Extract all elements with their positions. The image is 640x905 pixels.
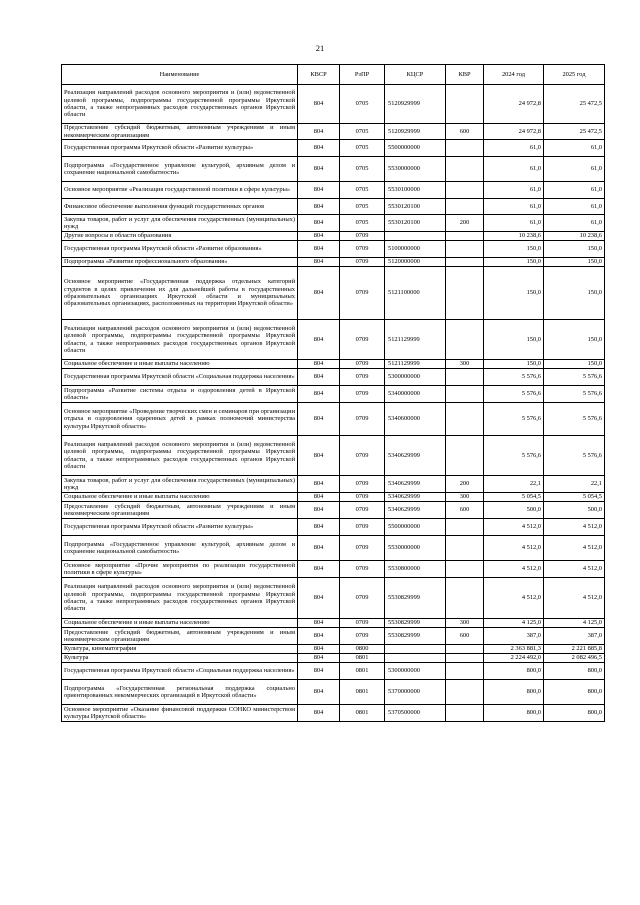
kcsr-cell: 5100000000 <box>385 241 446 258</box>
value-2025-cell: 4 512,0 <box>544 561 605 578</box>
table-row <box>62 403 605 436</box>
table-row <box>62 360 605 369</box>
value-2024-cell: 4 512,0 <box>484 561 544 578</box>
rzpr-cell: 0709 <box>340 619 385 628</box>
table-row <box>62 476 605 493</box>
kcsr-cell: 5530120100 <box>385 199 446 215</box>
kcsr-cell: 5340629999 <box>385 436 446 476</box>
kcsr-cell: 5340600000 <box>385 403 446 436</box>
rzpr-cell: 0709 <box>340 403 385 436</box>
value-2024-cell: 61,0 <box>484 199 544 215</box>
kvr-cell <box>446 680 484 705</box>
kvsr-cell: 804 <box>298 536 340 561</box>
value-2024-cell: 61,0 <box>484 215 544 232</box>
value-2024-cell: 22,1 <box>484 476 544 493</box>
rzpr-cell: 0705 <box>340 215 385 232</box>
kvr-cell: 600 <box>446 124 484 140</box>
kvr-cell <box>446 241 484 258</box>
value-2025-cell: 2 082 496,5 <box>544 654 605 663</box>
rzpr-cell: 0801 <box>340 705 385 722</box>
kcsr-cell: 5300000000 <box>385 369 446 386</box>
rzpr-cell: 0705 <box>340 85 385 124</box>
value-2024-cell: 2 363 881,3 <box>484 645 544 654</box>
value-2024-cell: 2 224 492,0 <box>484 654 544 663</box>
kvr-cell: 300 <box>446 360 484 369</box>
value-2025-cell: 500,0 <box>544 502 605 519</box>
value-2024-cell: 500,0 <box>484 502 544 519</box>
value-2025-cell: 25 472,5 <box>544 85 605 124</box>
kvsr-cell: 804 <box>298 232 340 241</box>
table-row <box>62 124 605 140</box>
name-cell: Подпрограмма «Государственное управление культурой, архивным делом и сохранение национальной самобытности» <box>62 536 298 561</box>
kvr-cell <box>446 663 484 680</box>
table-row <box>62 320 605 360</box>
kvr-cell <box>446 654 484 663</box>
name-cell: Государственная программа Иркутской области «Социальная поддержка населения» <box>62 369 298 386</box>
value-2025-cell: 150,0 <box>544 320 605 360</box>
table-row <box>62 705 605 722</box>
name-cell: Основное мероприятие «Оказание финансовой поддержки СОНКО министерством культуры Иркутской области» <box>62 705 298 722</box>
table-row <box>62 663 605 680</box>
kcsr-cell: 5370000000 <box>385 680 446 705</box>
rzpr-cell: 0709 <box>340 628 385 645</box>
rzpr-cell: 0800 <box>340 645 385 654</box>
kvsr-cell: 804 <box>298 320 340 360</box>
kvr-cell <box>446 157 484 182</box>
value-2024-cell: 800,0 <box>484 663 544 680</box>
rzpr-cell: 0705 <box>340 199 385 215</box>
kvr-cell <box>446 561 484 578</box>
value-2025-cell: 2 221 885,8 <box>544 645 605 654</box>
name-cell: Государственная программа Иркутской области «Развитие образования» <box>62 241 298 258</box>
kcsr-cell: 5530829999 <box>385 628 446 645</box>
name-cell: Предоставление субсидий бюджетным, автономным учреждениям и иным некоммерческим организациям <box>62 502 298 519</box>
value-2025-cell: 61,0 <box>544 157 605 182</box>
rzpr-cell: 0709 <box>340 502 385 519</box>
kcsr-cell: 5120929999 <box>385 85 446 124</box>
value-2025-cell: 4 512,0 <box>544 578 605 619</box>
value-2024-cell: 150,0 <box>484 258 544 267</box>
value-2025-cell: 150,0 <box>544 241 605 258</box>
name-cell: Предоставление субсидий бюджетным, автономным учреждениям и иным некоммерческим организациям <box>62 124 298 140</box>
value-2024-cell: 5 576,6 <box>484 369 544 386</box>
kvsr-cell: 804 <box>298 654 340 663</box>
table-row <box>62 561 605 578</box>
name-cell: Реализация направлений расходов основного мероприятия и (или) ведомственной целевой программы, подпрограммы государственной программы Иркутской области, а также непрограммных расходов государственных органов Иркутской области <box>62 578 298 619</box>
value-2024-cell: 5 576,6 <box>484 403 544 436</box>
name-cell: Государственная программа Иркутской области «Развитие культуры» <box>62 519 298 536</box>
kvsr-cell: 804 <box>298 403 340 436</box>
kcsr-cell: 5340629999 <box>385 476 446 493</box>
rzpr-cell: 0709 <box>340 561 385 578</box>
table-row <box>62 267 605 320</box>
table-row <box>62 436 605 476</box>
table-row <box>62 680 605 705</box>
kvr-cell <box>446 369 484 386</box>
value-2024-cell: 61,0 <box>484 157 544 182</box>
table-row <box>62 493 605 502</box>
name-cell: Основное мероприятие «Государственная поддержка отдельных категорий студентов в целях привлечения их для дальнейшей работы в государственных образовательных организациях Иркутской области и муниципальных образовательных организациях, расположенных на территории Иркутской области» <box>62 267 298 320</box>
kvsr-cell: 804 <box>298 493 340 502</box>
name-cell: Другие вопросы в области образования <box>62 232 298 241</box>
value-2024-cell: 61,0 <box>484 182 544 199</box>
value-2024-cell: 5 576,6 <box>484 386 544 403</box>
kvr-cell <box>446 258 484 267</box>
header-2025: 2025 год <box>544 65 605 85</box>
header-2024: 2024 год <box>484 65 544 85</box>
kvr-cell <box>446 182 484 199</box>
rzpr-cell: 0705 <box>340 124 385 140</box>
rzpr-cell: 0705 <box>340 182 385 199</box>
value-2025-cell: 150,0 <box>544 258 605 267</box>
table-row <box>62 182 605 199</box>
name-cell: Государственная программа Иркутской области «Социальная поддержка населения» <box>62 663 298 680</box>
rzpr-cell: 0709 <box>340 258 385 267</box>
value-2025-cell: 5 576,6 <box>544 403 605 436</box>
kvr-cell: 600 <box>446 628 484 645</box>
kvr-cell <box>446 578 484 619</box>
value-2025-cell: 22,1 <box>544 476 605 493</box>
kvr-cell <box>446 140 484 157</box>
kcsr-cell <box>385 654 446 663</box>
kvsr-cell: 804 <box>298 124 340 140</box>
kvr-cell <box>446 386 484 403</box>
value-2025-cell: 5 576,6 <box>544 386 605 403</box>
kcsr-cell: 5340000000 <box>385 386 446 403</box>
value-2024-cell: 5 576,6 <box>484 436 544 476</box>
kcsr-cell: 5530829999 <box>385 619 446 628</box>
header-kvsr: КВСР <box>298 65 340 85</box>
value-2024-cell: 24 972,8 <box>484 124 544 140</box>
kvsr-cell: 804 <box>298 199 340 215</box>
kvr-cell <box>446 705 484 722</box>
value-2025-cell: 5 054,5 <box>544 493 605 502</box>
value-2025-cell: 387,0 <box>544 628 605 645</box>
rzpr-cell: 0709 <box>340 493 385 502</box>
value-2025-cell: 61,0 <box>544 199 605 215</box>
name-cell: Реализация направлений расходов основного мероприятия и (или) ведомственной целевой программы, подпрограммы государственной программы Иркутской области, а также непрограммных расходов государственных органов Иркутской области <box>62 320 298 360</box>
value-2025-cell: 4 512,0 <box>544 519 605 536</box>
value-2024-cell: 4 512,0 <box>484 536 544 561</box>
value-2025-cell: 10 238,6 <box>544 232 605 241</box>
kvr-cell <box>446 232 484 241</box>
kvsr-cell: 804 <box>298 241 340 258</box>
kcsr-cell: 5340629999 <box>385 493 446 502</box>
table-row <box>62 215 605 232</box>
value-2024-cell: 800,0 <box>484 705 544 722</box>
kcsr-cell: 5530100000 <box>385 182 446 199</box>
kvr-cell: 200 <box>446 476 484 493</box>
name-cell: Подпрограмма «Развитие системы отдыха и оздоровления детей в Иркутской области» <box>62 386 298 403</box>
table-row <box>62 645 605 654</box>
table-row <box>62 619 605 628</box>
table-row <box>62 232 605 241</box>
table-row <box>62 578 605 619</box>
value-2025-cell: 4 512,0 <box>544 536 605 561</box>
value-2025-cell: 61,0 <box>544 215 605 232</box>
value-2025-cell: 5 576,6 <box>544 369 605 386</box>
table-row <box>62 536 605 561</box>
kvsr-cell: 804 <box>298 436 340 476</box>
table-row <box>62 140 605 157</box>
kcsr-cell: 5530120100 <box>385 215 446 232</box>
value-2024-cell: 387,0 <box>484 628 544 645</box>
kvsr-cell: 804 <box>298 619 340 628</box>
table-row <box>62 258 605 267</box>
kvr-cell <box>446 519 484 536</box>
name-cell: Основное мероприятие «Проведение творческих смен и семинаров при организации отдыха и оздоровления одаренных детей в рамках полномочий министерства культуры Иркутской области» <box>62 403 298 436</box>
value-2025-cell: 800,0 <box>544 663 605 680</box>
kvsr-cell: 804 <box>298 628 340 645</box>
name-cell: Предоставление субсидий бюджетным, автономным учреждениям и иным некоммерческим организациям <box>62 628 298 645</box>
kcsr-cell: 5121129999 <box>385 360 446 369</box>
kvsr-cell: 804 <box>298 369 340 386</box>
name-cell: Государственная программа Иркутской области «Развитие культуры» <box>62 140 298 157</box>
rzpr-cell: 0801 <box>340 663 385 680</box>
name-cell: Реализация направлений расходов основного мероприятия и (или) ведомственной целевой программы, подпрограммы государственной программы Иркутской области, а также непрограммных расходов государственных органов Иркутской области <box>62 436 298 476</box>
table-row <box>62 519 605 536</box>
rzpr-cell: 0709 <box>340 519 385 536</box>
kvsr-cell: 804 <box>298 267 340 320</box>
kvsr-cell: 804 <box>298 157 340 182</box>
value-2025-cell: 25 472,5 <box>544 124 605 140</box>
kvr-cell <box>446 645 484 654</box>
kvsr-cell: 804 <box>298 578 340 619</box>
rzpr-cell: 0705 <box>340 140 385 157</box>
table-row <box>62 502 605 519</box>
kvsr-cell: 804 <box>298 645 340 654</box>
value-2025-cell: 800,0 <box>544 680 605 705</box>
kcsr-cell: 5121100000 <box>385 267 446 320</box>
kcsr-cell: 5500000000 <box>385 519 446 536</box>
kcsr-cell: 5530000000 <box>385 536 446 561</box>
value-2025-cell: 4 125,0 <box>544 619 605 628</box>
table-row <box>62 241 605 258</box>
value-2024-cell: 5 054,5 <box>484 493 544 502</box>
name-cell: Основное мероприятие «Реализация государственной политики в сфере культуры» <box>62 182 298 199</box>
kcsr-cell: 5120929999 <box>385 124 446 140</box>
value-2025-cell: 800,0 <box>544 705 605 722</box>
rzpr-cell: 0709 <box>340 476 385 493</box>
table-row <box>62 628 605 645</box>
name-cell: Реализация направлений расходов основного мероприятия и (или) ведомственной целевой программы, подпрограммы государственной программы Иркутской области, а также непрограммных расходов государственных органов Иркутской области <box>62 85 298 124</box>
name-cell: Социальное обеспечение и иные выплаты населению <box>62 619 298 628</box>
kcsr-cell: 5340629999 <box>385 502 446 519</box>
kcsr-cell: 5121129999 <box>385 320 446 360</box>
rzpr-cell: 0709 <box>340 241 385 258</box>
kvsr-cell: 804 <box>298 705 340 722</box>
value-2025-cell: 5 576,6 <box>544 436 605 476</box>
rzpr-cell: 0709 <box>340 360 385 369</box>
kvsr-cell: 804 <box>298 561 340 578</box>
value-2024-cell: 150,0 <box>484 360 544 369</box>
value-2024-cell: 150,0 <box>484 267 544 320</box>
value-2024-cell: 150,0 <box>484 320 544 360</box>
kvsr-cell: 804 <box>298 476 340 493</box>
table-row <box>62 85 605 124</box>
rzpr-cell: 0709 <box>340 320 385 360</box>
name-cell: Подпрограмма «Развитие профессионального образования» <box>62 258 298 267</box>
table-row <box>62 386 605 403</box>
value-2024-cell: 4 512,0 <box>484 578 544 619</box>
kvr-cell: 200 <box>446 215 484 232</box>
rzpr-cell: 0709 <box>340 232 385 241</box>
kvr-cell <box>446 199 484 215</box>
header-kcsr: КЦСР <box>385 65 446 85</box>
kvr-cell <box>446 85 484 124</box>
header-name: Наименование <box>62 65 298 85</box>
kvr-cell: 300 <box>446 493 484 502</box>
kvr-cell <box>446 536 484 561</box>
kvr-cell: 600 <box>446 502 484 519</box>
kvr-cell <box>446 403 484 436</box>
rzpr-cell: 0801 <box>340 654 385 663</box>
value-2025-cell: 61,0 <box>544 182 605 199</box>
name-cell: Закупка товаров, работ и услуг для обеспечения государственных (муниципальных) нужд <box>62 476 298 493</box>
name-cell: Социальное обеспечение и иные выплаты населению <box>62 493 298 502</box>
kvsr-cell: 804 <box>298 519 340 536</box>
kvsr-cell: 804 <box>298 502 340 519</box>
name-cell: Подпрограмма «Государственное управление культурой, архивным делом и сохранение национальной самобытности» <box>62 157 298 182</box>
kvr-cell <box>446 267 484 320</box>
name-cell: Социальное обеспечение и иные выплаты населению <box>62 360 298 369</box>
table-header-row <box>62 65 605 85</box>
rzpr-cell: 0709 <box>340 386 385 403</box>
kcsr-cell: 5530829999 <box>385 578 446 619</box>
kvsr-cell: 804 <box>298 182 340 199</box>
kvsr-cell: 804 <box>298 680 340 705</box>
kcsr-cell: 5120000000 <box>385 258 446 267</box>
kcsr-cell: 5530800000 <box>385 561 446 578</box>
value-2025-cell: 61,0 <box>544 140 605 157</box>
kvsr-cell: 804 <box>298 663 340 680</box>
rzpr-cell: 0709 <box>340 369 385 386</box>
name-cell: Подпрограмма «Государственная региональная поддержка социально ориентированных некоммерческих организаций в Иркутской области» <box>62 680 298 705</box>
header-kvr: КВР <box>446 65 484 85</box>
table-row <box>62 199 605 215</box>
kcsr-cell <box>385 645 446 654</box>
kvsr-cell: 804 <box>298 360 340 369</box>
value-2024-cell: 800,0 <box>484 680 544 705</box>
value-2024-cell: 24 972,8 <box>484 85 544 124</box>
budget-table <box>61 64 605 722</box>
kvr-cell: 300 <box>446 619 484 628</box>
header-rzpr: РзПР <box>340 65 385 85</box>
value-2024-cell: 150,0 <box>484 241 544 258</box>
kvr-cell <box>446 320 484 360</box>
kvr-cell <box>446 436 484 476</box>
rzpr-cell: 0709 <box>340 578 385 619</box>
name-cell: Культура, кинематография <box>62 645 298 654</box>
kcsr-cell: 5530000000 <box>385 157 446 182</box>
value-2025-cell: 150,0 <box>544 267 605 320</box>
value-2024-cell: 4 125,0 <box>484 619 544 628</box>
name-cell: Закупка товаров, работ и услуг для обеспечения государственных (муниципальных) нужд <box>62 215 298 232</box>
rzpr-cell: 0705 <box>340 157 385 182</box>
kvsr-cell: 804 <box>298 85 340 124</box>
value-2024-cell: 4 512,0 <box>484 519 544 536</box>
name-cell: Основное мероприятие «Прочие мероприятия по реализации государственной политики в сфере культуры» <box>62 561 298 578</box>
rzpr-cell: 0709 <box>340 436 385 476</box>
value-2024-cell: 10 238,6 <box>484 232 544 241</box>
value-2025-cell: 150,0 <box>544 360 605 369</box>
kcsr-cell <box>385 232 446 241</box>
table-row <box>62 157 605 182</box>
table-row <box>62 654 605 663</box>
kvsr-cell: 804 <box>298 215 340 232</box>
value-2024-cell: 61,0 <box>484 140 544 157</box>
rzpr-cell: 0709 <box>340 267 385 320</box>
kvsr-cell: 804 <box>298 386 340 403</box>
kcsr-cell: 5370500000 <box>385 705 446 722</box>
rzpr-cell: 0709 <box>340 536 385 561</box>
page-number: 21 <box>315 43 325 53</box>
rzpr-cell: 0801 <box>340 680 385 705</box>
kvsr-cell: 804 <box>298 140 340 157</box>
name-cell: Культура <box>62 654 298 663</box>
kvsr-cell: 804 <box>298 258 340 267</box>
kcsr-cell: 5500000000 <box>385 140 446 157</box>
kcsr-cell: 5300000000 <box>385 663 446 680</box>
name-cell: Финансовое обеспечение выполнения функций государственных органов <box>62 199 298 215</box>
table-row <box>62 369 605 386</box>
